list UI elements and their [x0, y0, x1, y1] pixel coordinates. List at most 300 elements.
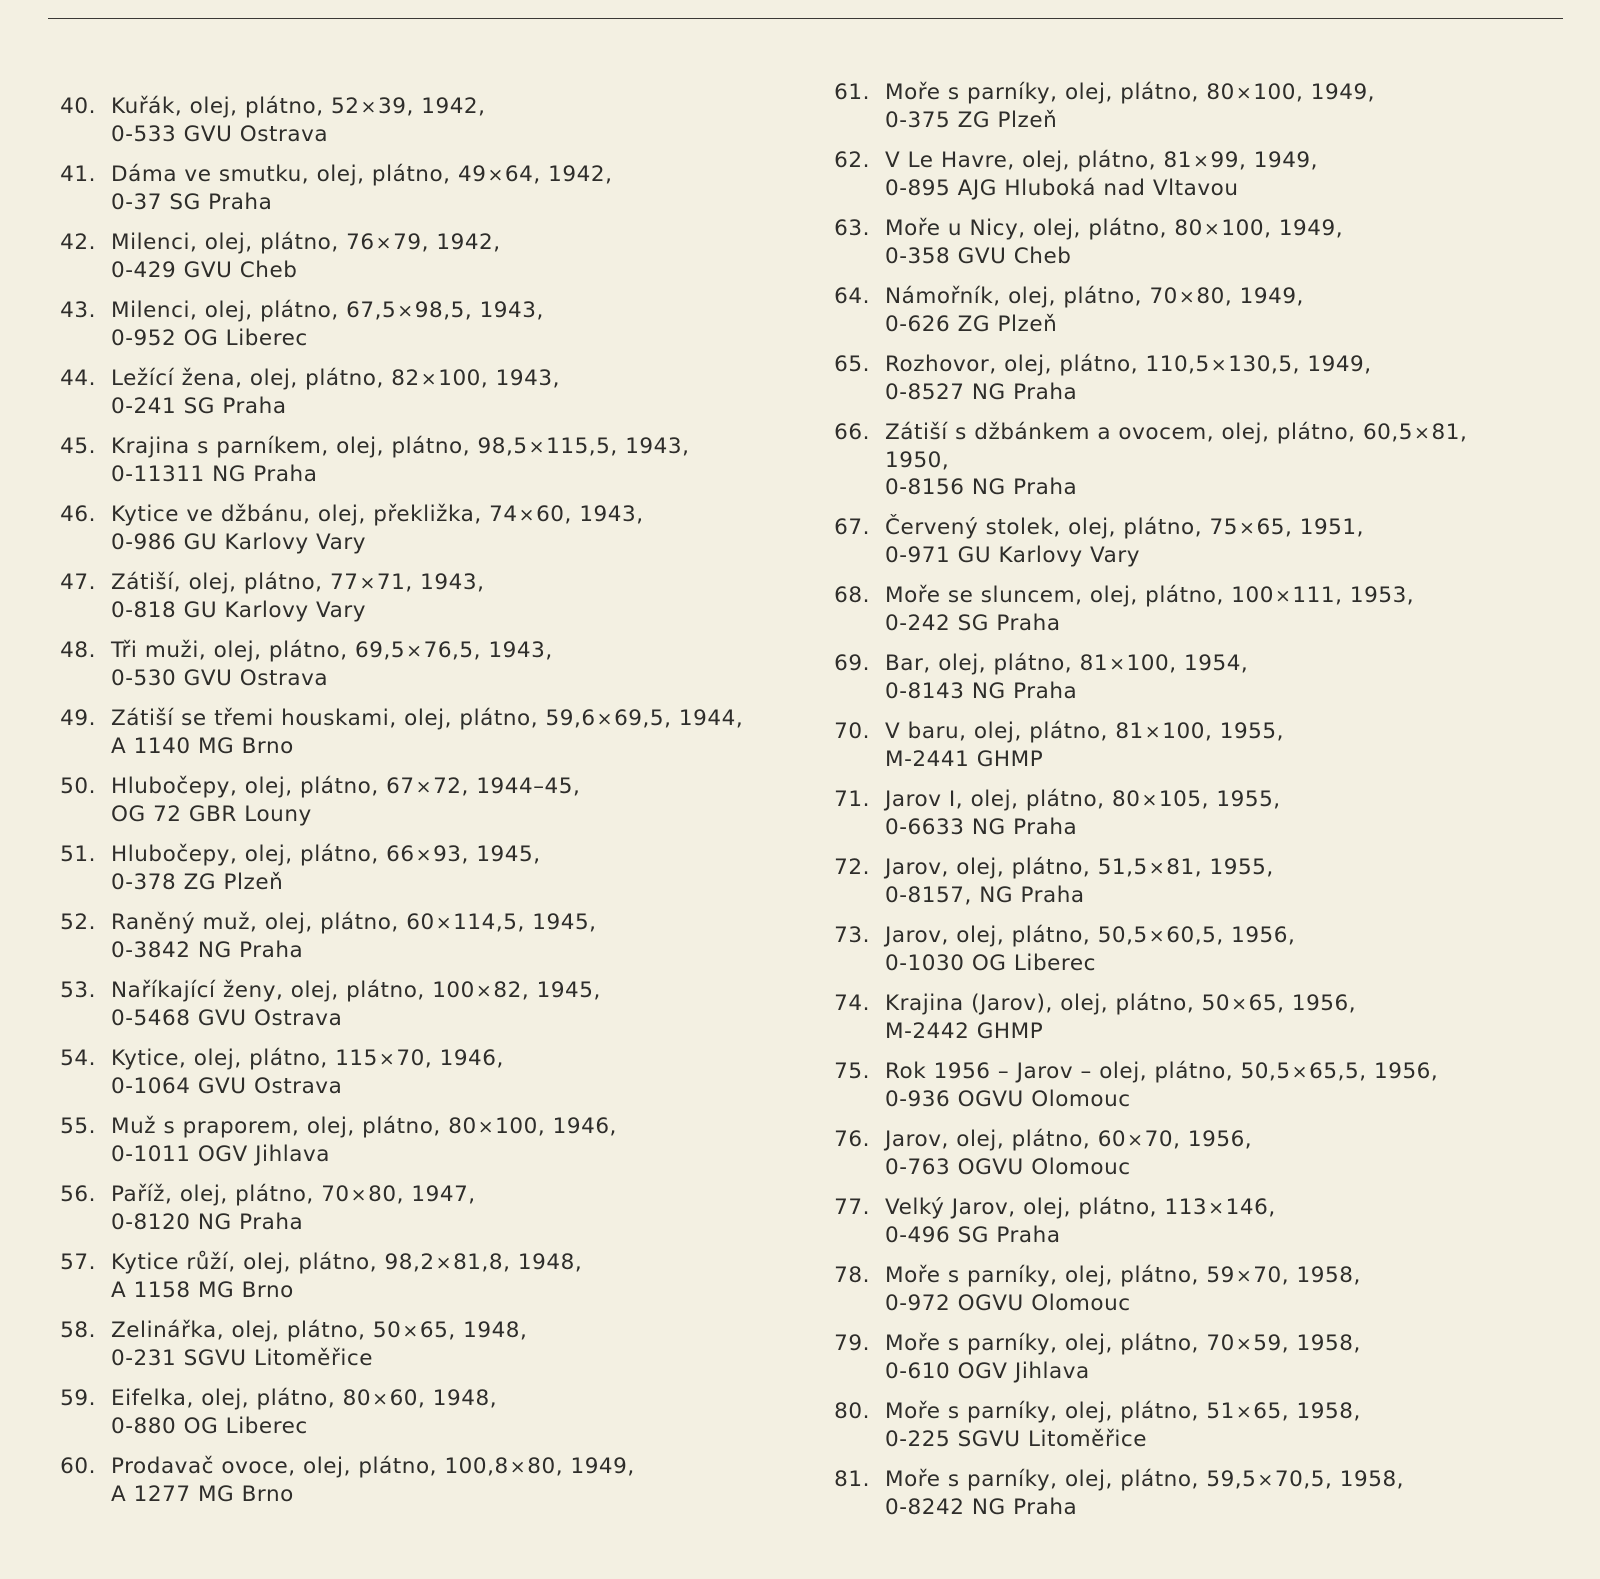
entry-dimension-height: 100	[432, 978, 475, 1003]
entry-medium: olej, plátno,	[404, 706, 539, 731]
entry-inventory: 0-378 ZG Plzeň	[111, 870, 284, 896]
catalog-entry	[832, 1194, 1572, 1249]
entry-description: V baru, olej, plátno, 81×100, 1955,	[885, 719, 1285, 745]
entry-dimension-height: 52	[331, 94, 360, 119]
entry-description: Ležící žena, olej, plátno, 82×100, 1943,	[111, 366, 560, 391]
entry-inventory: 0-11311 NG Praha	[111, 462, 318, 488]
entry-dimension-height: 60	[406, 910, 435, 935]
entry-inventory: 0-626 ZG Plzeň	[885, 312, 1058, 338]
catalog-entry	[832, 514, 1572, 569]
entry-title: Kytice růží	[111, 1250, 229, 1275]
entry-title: V Le Havre	[885, 148, 1008, 173]
entry-number: 77.	[834, 1195, 870, 1221]
entry-description: Kytice ve džbánu, olej, překližka, 74×60, 1943,	[111, 502, 644, 527]
entry-inventory: 0-530 GVU Ostrava	[111, 666, 329, 692]
entry-dimension-height: 70	[321, 1182, 350, 1207]
entry-year: , 1948,	[503, 1250, 583, 1275]
entry-medium: olej, plátno,	[188, 570, 323, 595]
entry-inventory: 0-533 GVU Ostrava	[111, 122, 329, 148]
entry-dimension-height: 51	[1206, 1399, 1235, 1425]
entry-dimension-height: 50	[1201, 991, 1231, 1017]
entry-dimension-width: 81	[1166, 855, 1195, 881]
entry-medium: olej, plátno,	[189, 94, 324, 119]
entry-inventory: 0-880 OG Liberec	[111, 1414, 308, 1440]
top-rule	[48, 18, 1563, 19]
entry-description: Moře se sluncem, olej, plátno, 100×111, 1953,	[885, 583, 1415, 609]
entry-dimension-height: 60	[1097, 1127, 1127, 1153]
entry-dimension-height: 100	[1231, 583, 1274, 609]
entry-medium: olej, plátno,	[973, 719, 1108, 745]
entry-dimension-width: 60,5	[1166, 923, 1217, 949]
catalog-entry	[58, 773, 798, 828]
entry-medium: olej, plátno,	[1064, 1331, 1199, 1357]
times-sign: ×	[378, 1048, 396, 1070]
entry-title: Moře s parníky	[885, 80, 1051, 105]
entry-dimension-height: 69,5	[355, 638, 406, 663]
times-sign: ×	[435, 912, 453, 934]
entry-description: Moře s parníky, olej, plátno, 51×65, 1958,	[885, 1399, 1361, 1425]
entry-year: , 1958,	[1281, 1263, 1361, 1289]
entry-year: , 1942,	[533, 162, 613, 187]
entry-number: 44.	[60, 366, 96, 391]
entry-dimension-width: 93	[433, 842, 462, 867]
entry-year: , 1944–45,	[461, 774, 581, 799]
entry-title: Krajina (Jarov)	[885, 991, 1046, 1017]
entry-year: , 1948,	[448, 1318, 528, 1343]
entry-description: V Le Havre, olej, plátno, 81×99, 1949,	[885, 148, 1319, 173]
entry-inventory: 0-1030 OG Liberec	[885, 951, 1096, 977]
entry-year: , 1943,	[473, 638, 553, 663]
catalog-entry	[58, 977, 798, 1032]
entry-dimension-width: 39	[378, 94, 407, 119]
entry-dimension-height: 49	[457, 162, 487, 187]
entry-description: Zátiší se třemi houskami, olej, plátno, 59,6×69,5, 1944,	[111, 706, 744, 731]
times-sign: ×	[1141, 789, 1158, 812]
entry-number: 66.	[834, 420, 870, 445]
entry-title: Raněný muž	[111, 910, 251, 935]
entry-year: , 1949,	[1292, 352, 1372, 377]
entry-description: Moře s parníky, olej, plátno, 59,5×70,5, 1958,	[885, 1467, 1405, 1493]
entry-description: Naříkající ženy, olej, plátno, 100×82, 1945,	[111, 978, 601, 1003]
entry-number: 53.	[60, 978, 96, 1003]
entry-year: , 1946,	[537, 1114, 617, 1139]
times-sign: ×	[360, 96, 377, 118]
entry-title: Krajina s parníkem	[111, 434, 322, 459]
entry-medium: olej, plátno,	[1064, 80, 1199, 105]
entry-dimension-width: 82	[493, 978, 522, 1003]
entry-dimension-height: 98,5	[477, 434, 528, 459]
entry-medium: olej, plátno,	[244, 774, 379, 799]
times-sign: ×	[1193, 150, 1210, 172]
entry-dimension-width: 65	[419, 1318, 449, 1343]
entry-year: , 1948,	[418, 1386, 498, 1411]
catalog-entry	[58, 93, 798, 148]
entry-dimension-height: 80	[1206, 80, 1235, 105]
entry-dimension-height: 67	[386, 774, 415, 799]
entry-year: , 1942,	[406, 94, 486, 119]
entry-inventory: A 1140 MG Brno	[111, 734, 294, 760]
times-sign: ×	[596, 708, 614, 730]
entry-description: Krajina (Jarov), olej, plátno, 50×65, 1956,	[885, 991, 1357, 1017]
entry-description: Kytice, olej, plátno, 115×70, 1946,	[111, 1046, 504, 1071]
catalog-entry	[832, 1466, 1572, 1521]
entry-dimension-width: 65	[1253, 1399, 1282, 1425]
entry-inventory: 0-8156 NG Praha	[885, 475, 1078, 501]
entry-description: Velký Jarov, olej, plátno, 113×146,	[885, 1195, 1276, 1221]
entry-description: Bar, olej, plátno, 81×100, 1954,	[885, 651, 1249, 677]
catalog-entry	[58, 1113, 798, 1168]
entry-inventory: 0-610 OGV Jihlava	[885, 1359, 1090, 1385]
entry-title: Moře s parníky	[885, 1467, 1051, 1493]
entry-inventory: 0-5468 GVU Ostrava	[111, 1006, 343, 1032]
entry-dimension-width: 65	[1256, 515, 1285, 541]
entry-year: , 1949,	[1264, 216, 1344, 241]
entry-dimension-width: 60	[389, 1386, 419, 1411]
times-sign: ×	[350, 1184, 368, 1206]
entry-inventory: 0-972 OGVU Olomouc	[885, 1291, 1131, 1317]
catalog-entry	[58, 1045, 798, 1100]
entry-title: Moře s parníky	[885, 1263, 1051, 1289]
entry-medium: olej, plátno,	[1064, 1467, 1199, 1493]
entry-year: , 1945,	[521, 978, 601, 1003]
entry-dimension-width: 114,5	[453, 910, 518, 935]
entry-medium: olej, plátno,	[1033, 216, 1168, 241]
entry-dimension-height: 59,5	[1206, 1467, 1257, 1493]
entry-number: 78.	[834, 1263, 870, 1289]
entry-inventory: 0-1011 OGV Jihlava	[111, 1142, 330, 1168]
entry-number: 58.	[60, 1318, 96, 1343]
entry-number: 54.	[60, 1046, 96, 1071]
entry-year: , 1951,	[1284, 515, 1365, 541]
entry-number: 50.	[60, 774, 96, 799]
entry-title: Moře se sluncem	[885, 583, 1076, 609]
entry-dimension-width: 80	[527, 1454, 556, 1479]
entry-dimension-width: 60	[536, 502, 565, 527]
entry-year: , 1955,	[1201, 787, 1281, 813]
entry-dimension-height: 77	[329, 570, 359, 595]
times-sign: ×	[1178, 286, 1196, 308]
times-sign: ×	[1231, 993, 1248, 1016]
entry-year: ,	[1268, 1195, 1276, 1221]
entry-inventory: 0-8527 NG Praha	[885, 380, 1078, 406]
entry-medium: olej, plátno,	[956, 855, 1091, 881]
entry-number: 62.	[834, 148, 870, 173]
entry-number: 51.	[60, 842, 96, 867]
entry-number: 45.	[60, 434, 96, 459]
entry-inventory: 0-8157, NG Praha	[885, 883, 1085, 909]
entry-title: Jarov	[885, 1127, 942, 1153]
entry-number: 56.	[60, 1182, 96, 1207]
entry-number: 65.	[834, 352, 870, 377]
entry-dimension-width: 70	[1253, 1263, 1282, 1289]
entry-medium: olej, plátno,	[1221, 420, 1356, 445]
entry-dimension-width: 65	[1248, 991, 1278, 1017]
entry-year: , 1958,	[1281, 1399, 1361, 1425]
entry-dimension-width: 100	[1253, 80, 1296, 105]
entry-dimension-height: 70	[1206, 1331, 1235, 1357]
entry-year: , 1949,	[555, 1454, 635, 1479]
catalog-entry	[58, 569, 798, 624]
times-sign: ×	[1239, 517, 1256, 540]
entry-title: Kytice	[111, 1046, 180, 1071]
entry-title: Tři muži	[111, 638, 199, 663]
entry-dimension-height: 60,5	[1362, 420, 1414, 445]
entry-medium: olej, plátno,	[179, 1182, 314, 1207]
entry-medium: olej, plátno,	[956, 923, 1091, 949]
entry-medium: olej, plátno,	[204, 298, 339, 323]
times-sign: ×	[1203, 218, 1221, 240]
entry-medium: olej, plátno,	[1064, 1399, 1199, 1425]
times-sign: ×	[518, 504, 536, 526]
entry-description: Moře s parníky, olej, plátno, 80×100, 1949,	[885, 80, 1376, 105]
entry-year: ,	[1459, 420, 1468, 445]
entry-description: Moře s parníky, olej, plátno, 70×59, 1958,	[885, 1331, 1361, 1357]
entry-number: 63.	[834, 216, 870, 241]
entry-description: Tři muži, olej, plátno, 69,5×76,5, 1943,	[111, 638, 553, 663]
entry-medium: olej, plátno,	[264, 910, 399, 935]
entry-year: , 1946,	[424, 1046, 504, 1071]
entry-medium: olej, plátno,	[970, 787, 1105, 813]
entry-title: Prodavač ovoce	[111, 1454, 289, 1479]
entry-dimension-height: 81	[1079, 651, 1109, 677]
entry-medium: olej, plátno,	[204, 230, 339, 255]
entry-title: Bar	[885, 651, 924, 677]
entry-inventory: 0-429 GVU Cheb	[111, 258, 298, 284]
entry-title: Hlubočepy	[111, 842, 230, 867]
times-sign: ×	[435, 1252, 453, 1274]
times-sign: ×	[1235, 82, 1253, 104]
entry-dimension-width: 105	[1158, 787, 1202, 813]
entry-dimension-width: 100	[1221, 216, 1265, 241]
entry-number: 55.	[60, 1114, 96, 1139]
entry-dimension-width: 100	[438, 366, 481, 391]
entry-year: , 1958,	[1281, 1331, 1361, 1357]
entry-dimension-width: 59	[1253, 1331, 1282, 1357]
catalog-entry	[58, 705, 798, 760]
entry-dimension-width: 80	[368, 1182, 397, 1207]
entry-medium: olej, plátno,	[243, 1250, 378, 1275]
entry-title: Naříkající ženy	[111, 978, 277, 1003]
entry-year: , 1955,	[1204, 719, 1285, 745]
catalog-entry	[832, 283, 1572, 338]
times-sign: ×	[406, 640, 423, 662]
entry-number: 72.	[834, 855, 870, 881]
entry-dimension-width: 99	[1210, 148, 1239, 173]
entry-medium: olej, plátno,	[956, 1127, 1091, 1153]
entry-description: Moře s parníky, olej, plátno, 59×70, 1958,	[885, 1263, 1361, 1289]
times-sign: ×	[372, 1388, 389, 1410]
entry-dimension-width: 70	[1144, 1127, 1174, 1153]
times-sign: ×	[415, 776, 433, 798]
entry-inventory: 0-3842 NG Praha	[111, 938, 304, 964]
entry-inventory: 0-763 OGVU Olomouc	[885, 1155, 1131, 1181]
entry-year: , 1943,	[564, 502, 644, 527]
times-sign: ×	[1291, 1061, 1309, 1084]
entry-inventory: 0-8143 NG Praha	[885, 679, 1078, 705]
times-sign: ×	[487, 164, 504, 186]
entry-year: , 1954,	[1169, 651, 1249, 677]
times-sign: ×	[1208, 1197, 1225, 1220]
times-sign: ×	[528, 436, 546, 458]
times-sign: ×	[1127, 1129, 1144, 1152]
entry-title: Jarov I	[885, 787, 956, 813]
entry-medium: olej, plátno,	[1060, 991, 1195, 1017]
entry-inventory: 0-6633 NG Praha	[885, 815, 1078, 841]
entry-inventory: 0-242 SG Praha	[885, 611, 1061, 637]
catalog-entry	[832, 1262, 1572, 1317]
catalog-entry	[832, 215, 1572, 270]
entry-medium: olej, plátno,	[1089, 583, 1224, 609]
entry-description: Červený stolek, olej, plátno, 75×65, 1951,	[885, 515, 1365, 541]
entry-dimension-height: 74	[489, 502, 518, 527]
entry-year: , 1945,	[517, 910, 597, 935]
entry-description: Jarov, olej, plátno, 60×70, 1956,	[885, 1127, 1253, 1153]
entry-year: , 1949,	[1238, 148, 1319, 173]
catalog-entry	[58, 1181, 798, 1236]
catalog-entry	[58, 1453, 798, 1508]
catalog-entry	[58, 229, 798, 284]
entry-inventory: 0-971 GU Karlovy Vary	[885, 543, 1141, 569]
entry-dimension-height: 115	[335, 1046, 378, 1071]
entry-inventory: 0-8120 NG Praha	[111, 1210, 304, 1236]
entry-inventory: 0-358 GVU Cheb	[885, 244, 1072, 270]
entry-title: Ležící žena	[111, 366, 236, 391]
entry-description: Milenci, olej, plátno, 67,5×98,5, 1943,	[111, 298, 544, 323]
times-sign: ×	[1274, 585, 1292, 608]
entry-title: Jarov	[885, 923, 942, 949]
entry-inventory: 0-231 SGVU Litoměřice	[111, 1346, 374, 1372]
entry-description: Moře u Nicy, olej, plátno, 80×100, 1949,	[885, 216, 1344, 241]
entry-dimension-height: 50,5	[1240, 1059, 1291, 1085]
entry-medium: olej, překližka,	[317, 502, 482, 527]
entry-dimension-width: 65,5	[1309, 1059, 1360, 1085]
entry-inventory: M-2441 GHMP	[885, 747, 1044, 773]
entry-title: Rozhovor	[885, 352, 990, 377]
times-sign: ×	[1235, 1265, 1253, 1288]
entry-medium: olej, plátno,	[303, 1454, 438, 1479]
entry-dimension-width: 81	[1431, 420, 1460, 445]
times-sign: ×	[359, 572, 376, 594]
entry-number: 75.	[834, 1059, 870, 1085]
entry-number: 47.	[60, 570, 96, 595]
entry-title: Červený stolek	[885, 515, 1054, 541]
entry-number: 71.	[834, 787, 870, 813]
entry-number: 74.	[834, 991, 870, 1017]
entry-year: , 1943,	[405, 570, 485, 595]
entry-medium: olej, plátno,	[1023, 1195, 1158, 1221]
entry-year: , 1943,	[464, 298, 544, 323]
entry-inventory: OG 72 GBR Louny	[111, 802, 312, 828]
entry-description: Námořník, olej, plátno, 70×80, 1949,	[885, 284, 1304, 309]
entry-medium: olej, plátno,	[1004, 352, 1139, 377]
entry-dimension-width: 76,5	[423, 638, 474, 663]
entry-title: Milenci	[111, 230, 190, 255]
entry-dimension-height: 98,2	[384, 1250, 435, 1275]
entry-dimension-height: 50	[372, 1318, 402, 1343]
entry-inventory: 0-818 GU Karlovy Vary	[111, 598, 367, 624]
times-sign: ×	[1257, 1469, 1274, 1492]
entry-dimension-width: 69,5	[614, 706, 665, 731]
entry-dimension-width: 146	[1225, 1195, 1269, 1221]
times-sign: ×	[375, 232, 393, 254]
entry-description: Prodavač ovoce, olej, plátno, 100,8×80, 1949,	[111, 1454, 635, 1479]
entry-year: , 1956,	[1216, 923, 1296, 949]
catalog-entry	[58, 1385, 798, 1440]
entry-title: Paříž	[111, 1182, 166, 1207]
entry-number: 57.	[60, 1250, 96, 1275]
times-sign: ×	[1109, 653, 1126, 676]
entry-dimension-height: 76	[346, 230, 375, 255]
entry-number: 69.	[834, 651, 870, 677]
catalog-entry	[832, 351, 1572, 406]
entry-description: Zátiší, olej, plátno, 77×71, 1943,	[111, 570, 485, 595]
entry-title: Zátiší se třemi houskami	[111, 706, 390, 731]
entry-medium: olej, plátno,	[1068, 515, 1203, 541]
entry-dimension-height: 81	[1115, 719, 1144, 745]
entry-dimension-width: 100	[495, 1114, 538, 1139]
entry-medium: olej, plátno,	[316, 162, 451, 187]
entry-number: 68.	[834, 583, 870, 609]
entry-description: Jarov, olej, plátno, 51,5×81, 1955,	[885, 855, 1274, 881]
catalog-entry	[58, 637, 798, 692]
entry-number: 41.	[60, 162, 96, 187]
entry-dimension-height: 82	[391, 366, 420, 391]
entry-number: 80.	[834, 1399, 870, 1425]
catalog-entry	[58, 297, 798, 352]
times-sign: ×	[1235, 1333, 1253, 1356]
entry-medium: olej, plátno,	[336, 434, 471, 459]
entry-number: 61.	[834, 80, 870, 105]
entry-dimension-width: 79	[393, 230, 422, 255]
catalog-entry	[832, 419, 1572, 502]
entry-description: Milenci, olej, plátno, 76×79, 1942,	[111, 230, 501, 255]
entry-title: Moře u Nicy	[885, 216, 1019, 241]
times-sign: ×	[1148, 925, 1166, 948]
entry-number: 46.	[60, 502, 96, 527]
entry-title: Moře s parníky	[885, 1331, 1051, 1357]
catalog-entry	[832, 1330, 1572, 1385]
entry-medium: olej, plátno,	[290, 978, 425, 1003]
entry-description: Jarov I, olej, plátno, 80×105, 1955,	[885, 787, 1281, 813]
entry-description: Kuřák, olej, plátno, 52×39, 1942,	[111, 94, 486, 119]
entry-description: Dáma ve smutku, olej, plátno, 49×64, 1942,	[111, 162, 613, 187]
times-sign: ×	[477, 1116, 495, 1138]
entry-dimension-height: 81	[1163, 148, 1193, 173]
times-sign: ×	[1148, 857, 1166, 880]
entry-title: Kytice ve džbánu	[111, 502, 304, 527]
entry-dimension-width: 64	[504, 162, 534, 187]
catalog-entry	[832, 922, 1572, 977]
entry-number: 73.	[834, 923, 870, 949]
catalog-entry	[832, 1126, 1572, 1181]
catalog-entry	[58, 161, 798, 216]
catalog-entry	[832, 582, 1572, 637]
entry-title: Kuřák	[111, 94, 175, 119]
entry-description: Hlubočepy, olej, plátno, 67×72, 1944–45,	[111, 774, 581, 799]
entry-number: 64.	[834, 284, 870, 309]
catalog-entry	[832, 854, 1572, 909]
entry-medium: olej, plátno,	[193, 1046, 328, 1071]
entry-title: Námořník	[885, 284, 994, 309]
entry-year: , 1953,	[1335, 583, 1415, 609]
entry-dimension-width: 111	[1292, 583, 1336, 609]
entry-title: Velký Jarov	[885, 1195, 1009, 1221]
entry-title: Rok 1956 – Jarov –	[885, 1059, 1092, 1085]
times-sign: ×	[1235, 1401, 1253, 1424]
entry-number: 42.	[60, 230, 96, 255]
entry-description: Krajina s parníkem, olej, plátno, 98,5×115,5, 1943,	[111, 434, 690, 459]
entry-dimension-height: 67,5	[346, 298, 397, 323]
